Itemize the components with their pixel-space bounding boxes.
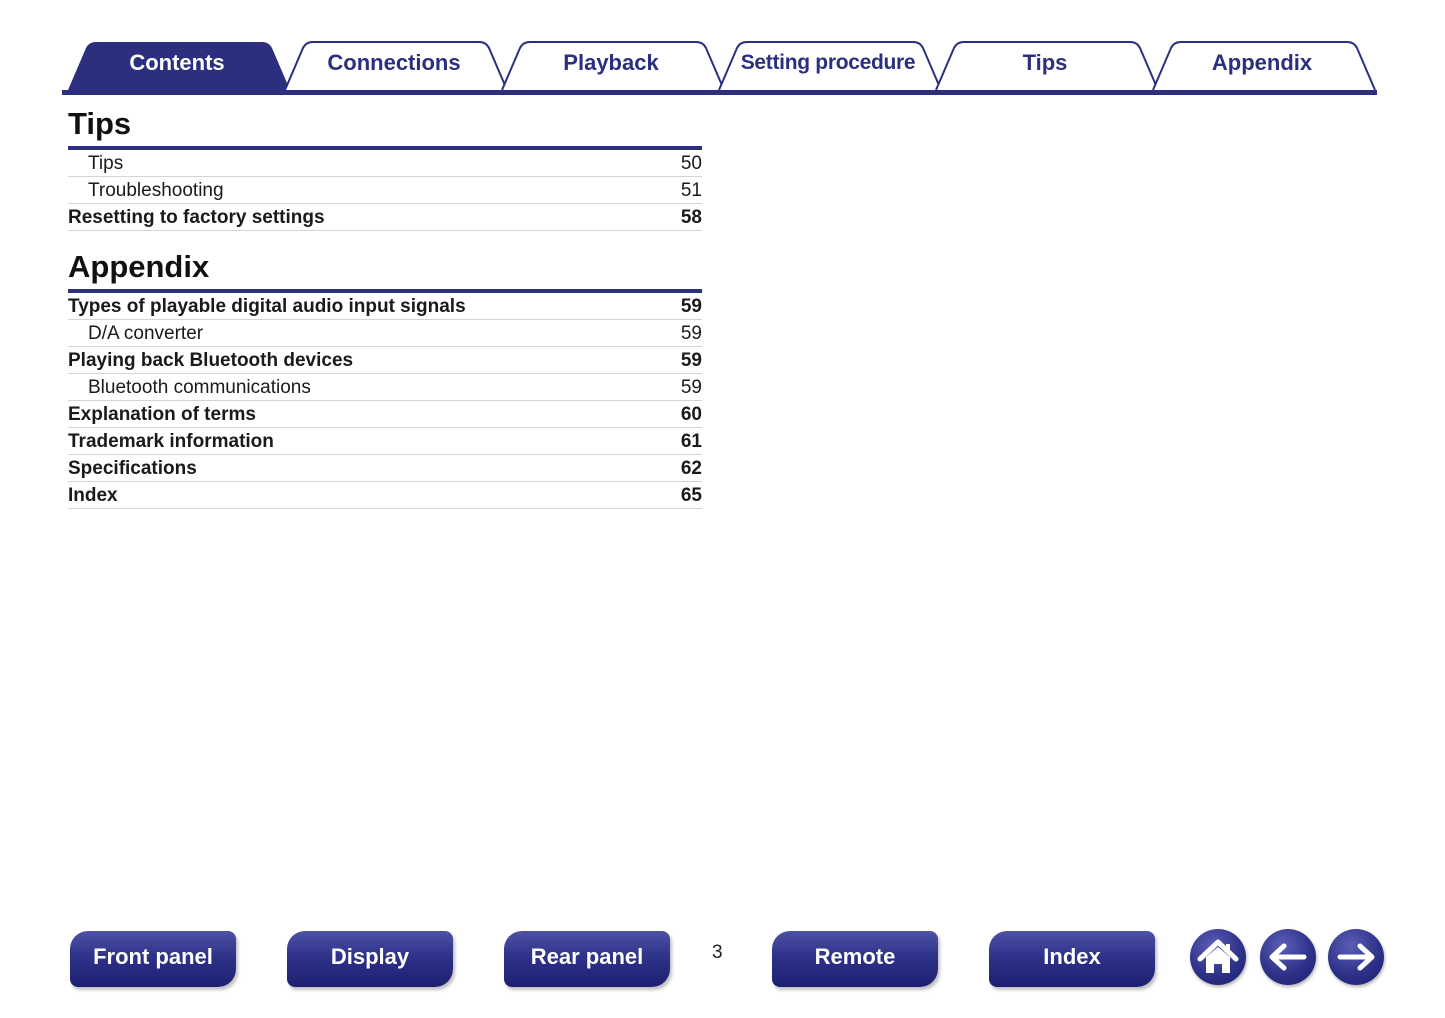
toc-section-tips	[68, 106, 702, 231]
tab-contents[interactable]	[66, 40, 298, 90]
toc-row-trademark[interactable]	[68, 428, 702, 455]
toc-row-label: Trademark information	[68, 431, 274, 452]
tab-label[interactable]: Tips	[1022, 50, 1068, 75]
home-icon	[1190, 929, 1246, 985]
toc-row-page: 59	[680, 377, 702, 398]
tab-tips[interactable]	[934, 40, 1166, 90]
toc-row-page: 65	[680, 485, 702, 506]
front-panel-button[interactable]: Front panel	[70, 931, 236, 987]
toc-row-troubleshooting[interactable]	[68, 177, 702, 204]
toc-row-page: 58	[680, 207, 702, 228]
tab-label[interactable]: Appendix	[1211, 50, 1313, 75]
toc-row-index[interactable]	[68, 482, 702, 509]
tab-playback[interactable]	[500, 40, 732, 90]
toc-row-label: Explanation of terms	[68, 404, 256, 425]
toc-row-label: Specifications	[68, 458, 197, 479]
toc-row-tips[interactable]	[68, 150, 702, 177]
tab-label[interactable]: Connections	[327, 50, 461, 75]
toc-row-label: Playing back Bluetooth devices	[68, 350, 354, 371]
toc-row-label: Resetting to factory settings	[68, 207, 325, 228]
tab-setting-procedure[interactable]	[717, 40, 949, 90]
rear-panel-button[interactable]: Rear panel	[504, 931, 670, 987]
toc-section-appendix	[68, 249, 702, 509]
tab-label[interactable]: Contents	[129, 50, 225, 75]
section-title-appendix: Appendix	[68, 249, 702, 293]
arrow-left-icon	[1260, 929, 1316, 985]
toc-row-page: 59	[680, 350, 702, 371]
tab-connections[interactable]	[283, 40, 515, 90]
tab-bar-underline	[62, 90, 1377, 95]
tab-appendix[interactable]	[1151, 40, 1383, 90]
toc-row-page: 50	[680, 153, 702, 174]
toc-row-bluetooth-communications[interactable]	[68, 374, 702, 401]
home-button[interactable]	[1190, 929, 1246, 985]
toc-row-page: 59	[680, 296, 702, 317]
toc-row-page: 51	[680, 180, 702, 201]
toc-row-bluetooth-playback[interactable]	[68, 347, 702, 374]
toc-row-label: Types of playable digital audio input signals	[68, 296, 466, 317]
section-title-tips: Tips	[68, 106, 702, 150]
remote-button[interactable]: Remote	[772, 931, 938, 987]
toc-row-explanation-of-terms[interactable]	[68, 401, 702, 428]
display-button[interactable]: Display	[287, 931, 453, 987]
index-button[interactable]: Index	[989, 931, 1155, 987]
toc-row-page: 62	[680, 458, 702, 479]
toc-row-resetting[interactable]	[68, 204, 702, 231]
top-tab-bar	[62, 40, 1377, 95]
page-number: 3	[712, 942, 723, 963]
toc-row-label: Troubleshooting	[88, 180, 224, 201]
toc-row-label: Index	[68, 485, 118, 506]
toc-row-page: 60	[680, 404, 702, 425]
tab-label[interactable]: Setting procedure	[740, 51, 916, 74]
arrow-right-icon	[1328, 929, 1384, 985]
back-button[interactable]	[1260, 929, 1316, 985]
toc-row-playable-signals[interactable]	[68, 293, 702, 320]
tab-label[interactable]: Playback	[563, 50, 659, 75]
toc-row-page: 59	[680, 323, 702, 344]
toc-row-da-converter[interactable]	[68, 320, 702, 347]
toc-row-specifications[interactable]	[68, 455, 702, 482]
toc-row-label: Tips	[88, 153, 124, 174]
toc-row-label: D/A converter	[88, 323, 204, 344]
toc-row-label: Bluetooth communications	[88, 377, 311, 398]
toc-row-page: 61	[680, 431, 702, 452]
forward-button[interactable]	[1328, 929, 1384, 985]
